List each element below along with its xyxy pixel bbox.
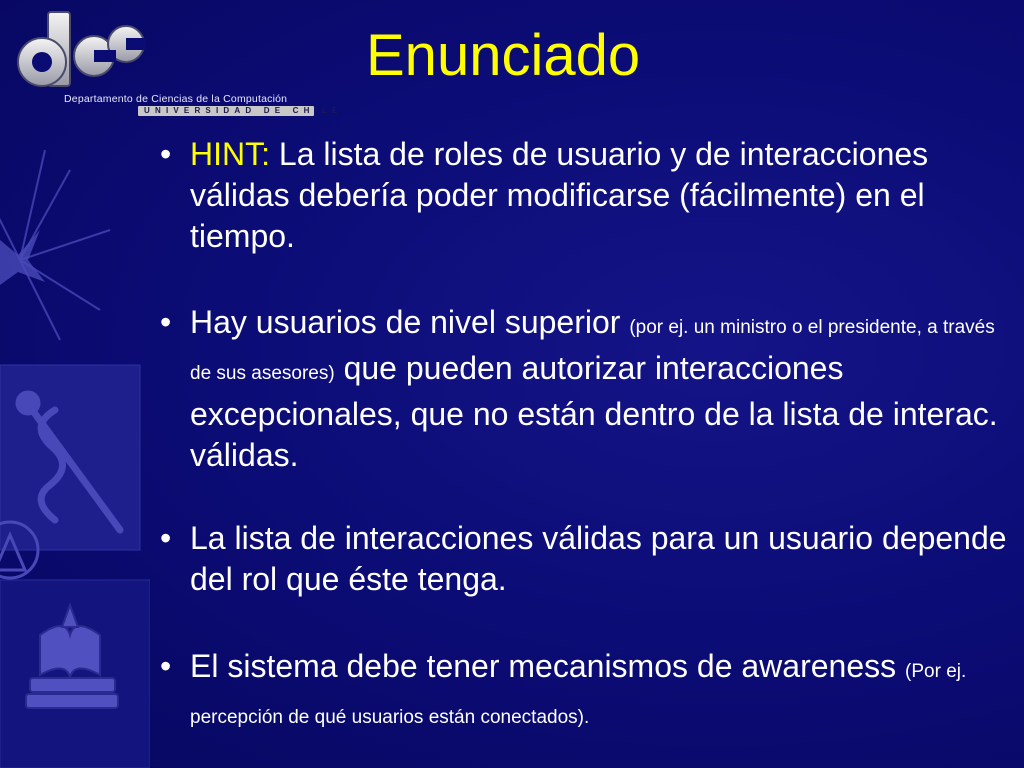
dcc-logo <box>8 6 343 116</box>
star-shape <box>0 230 45 285</box>
starburst-icon <box>0 150 110 340</box>
bullet-body: El sistema debe tener mecanismos de awareness <box>190 648 906 684</box>
bullet-example: (Por ej. percepción de qué usuarios están conectados). <box>190 661 967 728</box>
bullet-dot: • <box>160 136 172 172</box>
logo-department-text: Departamento de Ciencias de la Computación <box>64 93 288 105</box>
bullet-text <box>190 646 1020 738</box>
bullet-body: que pueden autorizar interacciones excepcionales, que no están dentro de la lista de interac. válidas. <box>190 350 998 473</box>
bullet-dot: • <box>160 304 172 340</box>
bullet-example: (por ej. un ministro o el presidente, a través de sus asesores) <box>190 317 995 384</box>
dcc-logo-mark <box>8 6 148 91</box>
decorative-left-strip <box>0 110 150 768</box>
bullet-dot: • <box>160 648 172 684</box>
bullet-text: La lista de interacciones válidas para un usuario depende del rol que éste tenga. <box>190 520 1007 597</box>
slide-title: Enunciado <box>366 23 641 88</box>
bullet-text <box>190 302 1020 476</box>
bullet-body: La lista de roles de usuario y de interacciones válidas debería poder modificarse (fácilmente) en el tiempo. <box>190 136 929 254</box>
bullet-text <box>190 134 1020 257</box>
bullet-dot: • <box>160 520 172 556</box>
bullet-body: Hay usuarios de nivel superior <box>190 304 630 340</box>
logo-university-text: UNIVERSIDAD DE CHILE <box>138 106 314 116</box>
books-panel <box>0 580 150 768</box>
hint-label: HINT: <box>190 136 270 172</box>
